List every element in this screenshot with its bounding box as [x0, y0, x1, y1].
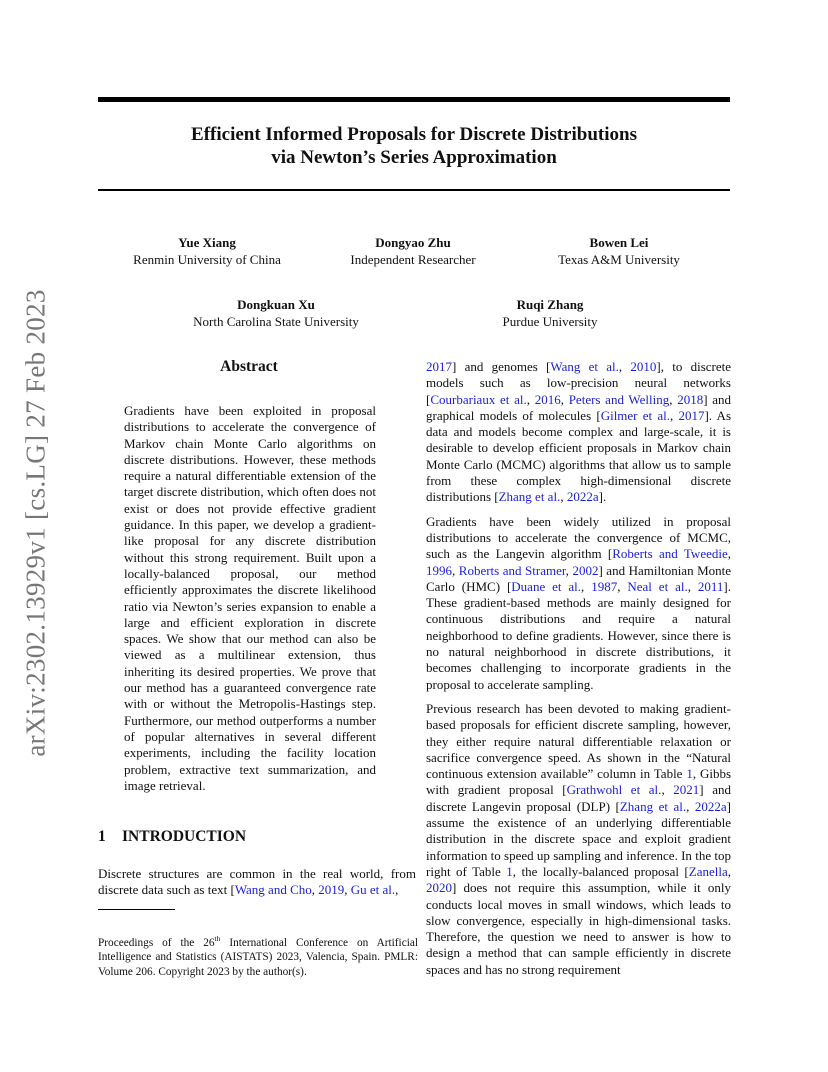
citation-link[interactable]: Zanella — [688, 863, 728, 879]
text-run: , — [686, 798, 695, 814]
text-run: , — [526, 391, 535, 407]
text-run: , — [311, 882, 319, 898]
author-block — [350, 234, 475, 268]
citation-link[interactable]: Duane et al. — [511, 578, 582, 594]
author-affiliation: Texas A&M University — [558, 252, 680, 267]
superscript: th — [214, 934, 221, 943]
section-title: INTRODUCTION — [122, 828, 247, 845]
text-run: International Conference on Artificial Intelligence and Statistics (AISTATS) 2023, Valencia, Spain. PMLR: Volume 206. Copyright 2023 by the author(s). — [98, 936, 418, 978]
arxiv-stamp: arXiv:2302.13929v1 [cs.LG] 27 Feb 2023 — [20, 289, 51, 757]
citation-link[interactable]: Grathwohl et al. — [566, 782, 662, 798]
citation-link[interactable]: 1987 — [591, 578, 618, 594]
author-affiliation: Purdue University — [502, 314, 598, 329]
text-run: , — [452, 562, 459, 578]
citation-link[interactable]: 2022a — [694, 798, 727, 814]
author-block — [558, 234, 680, 268]
paper-title — [98, 123, 730, 169]
author-block — [193, 296, 359, 330]
citation-link[interactable]: 2018 — [677, 391, 704, 407]
text-run: , — [618, 359, 631, 374]
citation-link[interactable]: Courbariaux et al. — [430, 391, 527, 407]
footnote-rule — [98, 909, 175, 910]
text-run: , — [581, 578, 592, 594]
citation-link[interactable]: Wang et al. — [550, 359, 619, 374]
author-name: Yue Xiang — [178, 235, 236, 250]
intro-paragraph-left — [98, 866, 416, 899]
text-run: ] and genomes [ — [452, 359, 551, 374]
citation-link[interactable]: Roberts and Stramer — [458, 562, 566, 578]
text-run: ] does not require this assumption, while it only conducts local moves in small windows, which leads to slow convergence, especially in high-dimensional tasks. Therefore, the question we need to answer is how to design a method that can sample efficiently in discrete spaces and has no strong requirement — [426, 880, 731, 977]
citation-link[interactable]: 1996 — [426, 562, 452, 578]
text-run: , — [395, 882, 399, 898]
right-column — [426, 359, 731, 986]
title-line-1: Efficient Informed Proposals for Discrete Distributions — [191, 124, 637, 145]
text-run: , Gibbs with gradient proposal [ — [426, 766, 732, 798]
table-ref-link[interactable]: 1 — [506, 863, 513, 879]
citation-link[interactable]: Roberts and Tweedie — [612, 546, 728, 562]
citation-link[interactable]: Zhang et al. — [619, 798, 687, 814]
text-run: , — [727, 546, 731, 562]
text-run: , — [669, 407, 679, 423]
text-run: ]. These gradient-based methods are mainly designed for continuous distributions and require a natural neighborhood to define gradients. However, since there is no natural neighborhood in discrete distributions, it becomes challenging to incorporate gradients in the proposal to accelerate sampling. — [426, 578, 731, 692]
author-block — [133, 234, 281, 268]
intro-paragraph — [426, 514, 731, 693]
text-run: , — [669, 391, 678, 407]
footnote — [98, 932, 418, 979]
citation-link[interactable]: 2022a — [566, 489, 599, 505]
citation-link[interactable]: 2011 — [697, 578, 724, 594]
text-run: Discrete structures are common in the real world, from discrete data such as text [ — [98, 866, 416, 898]
table-ref-link[interactable]: 1 — [686, 766, 693, 782]
text-run: ] assume the existence of an underlying differentiable distribution in the discrete space and exploit gradient information to speed up sampling and inference. In the top right of Table — [426, 798, 731, 879]
text-run: , — [661, 782, 674, 798]
text-run: ] and Hamiltonian Monte Carlo (HMC) [ — [426, 562, 732, 594]
citation-link[interactable]: Neal et al. — [627, 578, 688, 594]
title-line-2: via Newton’s Series Approximation — [271, 147, 557, 168]
text-run: Previous research has been devoted to making gradient-based proposals for efficient discrete sampling, however, they either require natural differentiable relaxation or sacrifice convergence speed. As shown in the “Natural continuous extension available” column in Table — [426, 700, 731, 782]
abstract-text: Gradients have been exploited in proposal distributions to accelerate the convergence of Markov chain Monte Carlo algorithms on discrete distributions. However, these methods require a natural differentiable extension of the target discrete distribution, which often does not exist or does not provide effective gradient guidance. In this paper, we develop a gradient-like proposal for any discrete distribution without this strong requirement. Built upon a locally-balanced proposal, our method efficiently approximates the discrete likelihood ratio via Newton’s series expansion to enable a large and efficient exploration in discrete spaces. We show that our method can also be viewed as a multilinear extension, thus inheriting its desired properties. We prove that our method has a guaranteed convergence rate with or without the Metropolis-Hastings step. Furthermore, our method outperforms a number of popular alternatives in several different experiments, including the facility location problem, extractive text summarization, and image retrieval. — [124, 403, 376, 793]
section-heading — [98, 828, 246, 846]
citation-link[interactable]: 2016 — [534, 391, 561, 407]
top-rule — [98, 97, 730, 102]
text-run: ]. — [598, 489, 607, 505]
text-run: , — [687, 578, 698, 594]
citation-link[interactable]: Wang and Cho — [234, 882, 312, 898]
text-run: , — [617, 578, 628, 594]
author-name: Dongyao Zhu — [375, 235, 451, 250]
author-block — [503, 296, 598, 330]
text-run: , — [727, 863, 731, 879]
citation-link[interactable]: 2021 — [673, 782, 700, 798]
citation-link[interactable]: 2019 — [318, 882, 345, 898]
text-run: ], to discrete models such as low-precision neural networks [ — [426, 359, 732, 407]
text-run: , — [560, 391, 569, 407]
author-name: Ruqi Zhang — [516, 297, 584, 312]
citation-link[interactable]: 2002 — [572, 562, 599, 578]
citation-link[interactable]: 2017 — [678, 407, 705, 423]
text-run: ] and graphical models of molecules [ — [426, 391, 732, 423]
text-run: , — [565, 562, 573, 578]
text-run: , the locally-balanced proposal [ — [512, 863, 689, 879]
text-run: ]. As data and models become complex and large-scale, it is desirable to develop efficient proposals in Markov chain Monte Carlo (MCMC) algorithms that allow us to sample from these complex high-dimensional discrete distributions [ — [426, 407, 732, 505]
author-name: Dongkuan Xu — [237, 297, 315, 312]
author-affiliation: Independent Researcher — [350, 252, 476, 267]
text-run: Proceedings of the 26 — [98, 936, 215, 949]
citation-link[interactable]: Gilmer et al. — [600, 407, 670, 423]
citation-link[interactable]: Gu et al. — [350, 882, 396, 898]
text-run: , — [344, 882, 351, 898]
citation-link[interactable]: 2017 — [426, 359, 452, 374]
author-affiliation: Renmin University of China — [133, 252, 281, 267]
abstract-heading: Abstract — [220, 358, 278, 375]
author-affiliation: North Carolina State University — [193, 314, 359, 329]
citation-link[interactable]: 2010 — [630, 359, 657, 374]
title-bottom-rule — [98, 189, 730, 191]
author-name: Bowen Lei — [589, 235, 649, 250]
intro-paragraph — [426, 701, 731, 978]
text-run: ] and discrete Langevin proposal (DLP) [ — [426, 782, 731, 814]
citation-link[interactable]: 2020 — [426, 880, 452, 896]
intro-paragraph — [426, 359, 731, 506]
text-run: , — [560, 489, 567, 505]
text-run: Gradients have been widely utilized in proposal distributions to accelerate the convergence of MCMC, such as the Langevin algorithm [ — [426, 513, 731, 562]
citation-link[interactable]: Peters and Welling — [568, 391, 670, 407]
citation-link[interactable]: Zhang et al. — [498, 489, 561, 505]
section-number: 1 — [98, 828, 106, 845]
